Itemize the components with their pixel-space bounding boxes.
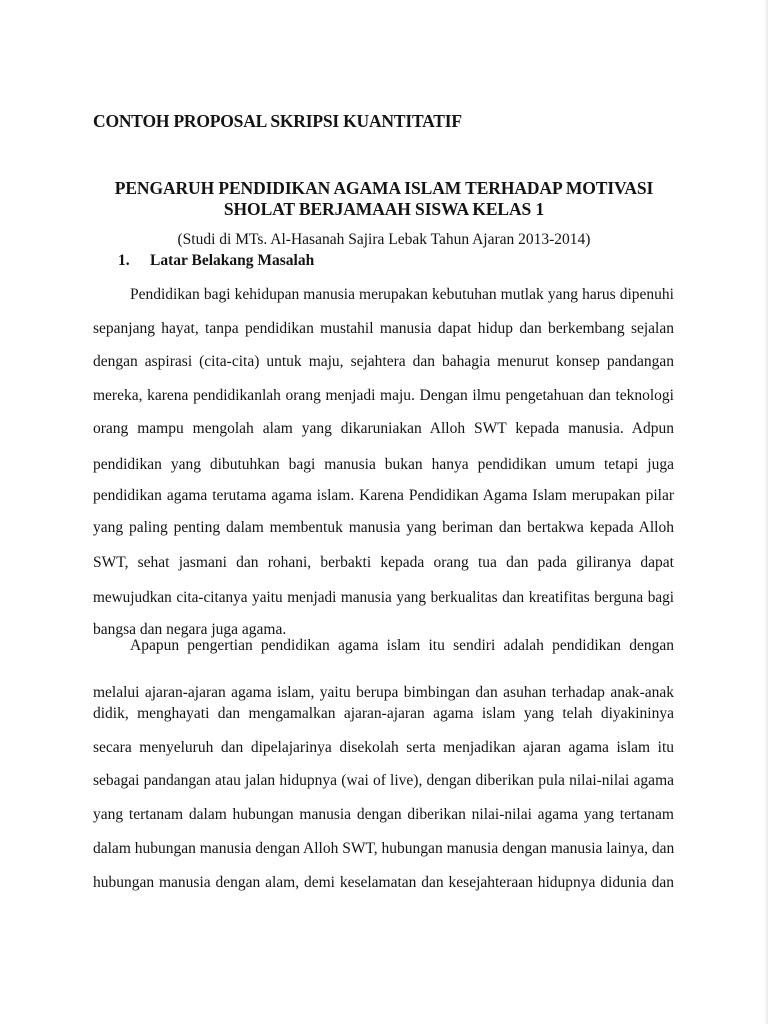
paragraph-2-line-2: melalui ajaran-ajaran agama islam, yaitu berupa bimbingan dan asuhan terhadap anak-anak bbox=[93, 684, 674, 701]
subtitle: (Studi di MTs. Al-Hasanah Sajira Lebak Tahun Ajaran 2013-2014) bbox=[177, 231, 591, 248]
paragraph-2-line-3: didik, menghayati dan mengamalkan ajaran-ajaran agama islam yang telah diyakininya bbox=[93, 705, 674, 722]
page-edge-shadow bbox=[764, 0, 768, 1024]
paragraph-1-line-8: yang paling penting dalam membentuk manusia yang beriman dan bertakwa kepada Alloh bbox=[93, 519, 674, 536]
paragraph-1-line-9: SWT, sehat jasmani dan rohani, berbakti kepada orang tua dan pada giliranya dapat bbox=[93, 554, 674, 571]
paragraph-1-line-6: pendidikan yang dibutuhkan bagi manusia bukan hanya pendidikan umum tetapi juga bbox=[93, 456, 674, 473]
paragraph-1-line-11: bangsa dan negara juga agama. bbox=[93, 621, 287, 638]
paragraph-1-line-4: mereka, karena pendidikanlah orang menjadi maju. Dengan ilmu pengetahuan dan teknologi bbox=[93, 387, 674, 404]
paragraph-1-line-1: Pendidikan bagi kehidupan manusia merupakan kebutuhan mutlak yang harus dipenuhi bbox=[130, 286, 674, 303]
section-title: Latar Belakang Masalah bbox=[150, 252, 315, 269]
paragraph-2-line-1: Apapun pengertian pendidikan agama islam itu sendiri adalah pendidikan dengan bbox=[130, 637, 674, 654]
title-line-2: SHOLAT BERJAMAAH SISWA KELAS 1 bbox=[223, 199, 545, 219]
paragraph-1-line-2: sepanjang hayat, tanpa pendidikan mustahil manusia dapat hidup dan berkembang sejalan bbox=[93, 320, 674, 337]
paragraph-1-line-10: mewujudkan cita-citanya yaitu menjadi manusia yang berkualitas dan kreatifitas berguna bagi bbox=[93, 589, 674, 606]
paragraph-1-line-7: pendidikan agama terutama agama islam. Karena Pendidikan Agama Islam merupakan pilar bbox=[93, 487, 674, 504]
paragraph-1-line-3: dengan aspirasi (cita-cita) untuk maju, sejahtera dan bahagia menurut konsep pandangan bbox=[93, 353, 674, 370]
paragraph-2-line-6: yang tertanam dalam hubungan manusia dengan diberikan nilai-nilai agama yang tertanam bbox=[93, 806, 674, 823]
section-number: 1. bbox=[118, 252, 130, 269]
document-heading: CONTOH PROPOSAL SKRIPSI KUANTITATIF bbox=[93, 111, 462, 131]
paragraph-2-line-8: hubungan manusia dengan alam, demi keselamatan dan kesejahteraan hidupnya didunia dan bbox=[93, 874, 674, 891]
paragraph-2-line-5: sebagai pandangan atau jalan hidupnya (wai of live), dengan diberikan pula nilai-nilai agama bbox=[93, 772, 674, 789]
section-heading bbox=[118, 252, 314, 270]
paragraph-2-line-7: dalam hubungan manusia dengan Alloh SWT, hubungan manusia dengan manusia lainya, dan bbox=[93, 840, 675, 857]
paragraph-2-line-4: secara menyeluruh dan dipelajarinya disekolah serta menjadikan ajaran agama islam itu bbox=[93, 739, 674, 756]
paragraph-1-line-5: orang mampu mengolah alam yang dikaruniakan Alloh SWT kepada manusia. Adpun bbox=[93, 420, 674, 437]
title-line-1: PENGARUH PENDIDIKAN AGAMA ISLAM TERHADAP MOTIVASI bbox=[114, 178, 654, 198]
